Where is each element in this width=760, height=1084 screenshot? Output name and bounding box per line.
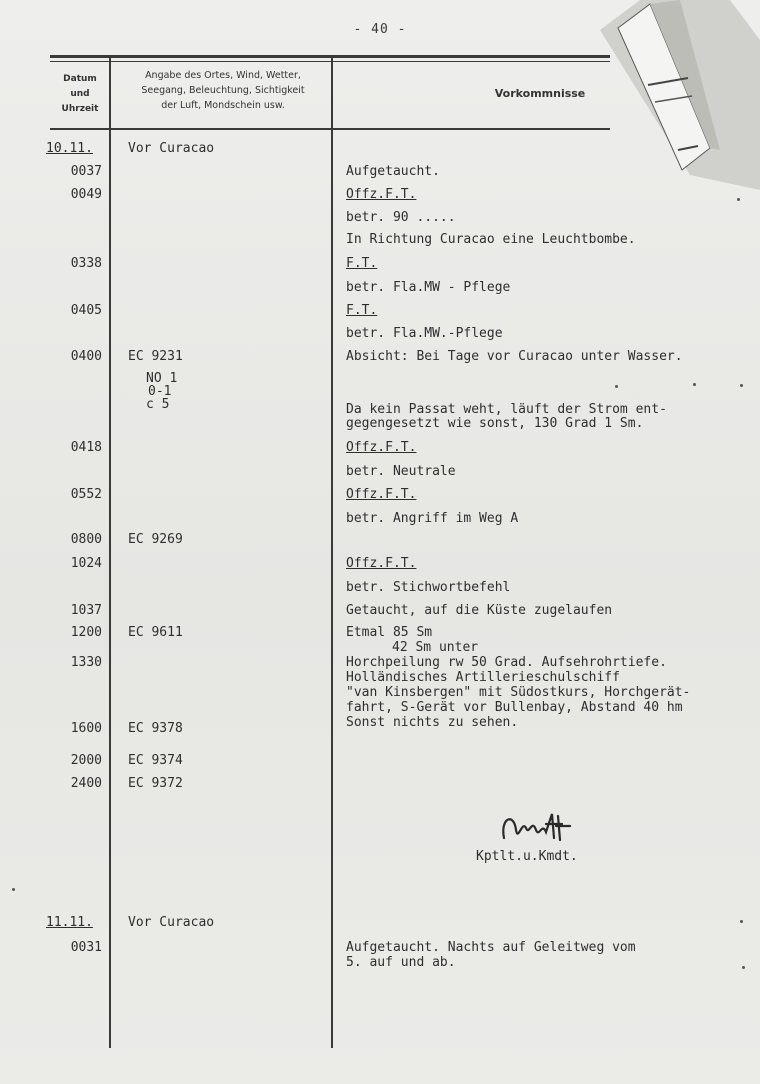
entry-offz-ft-3: Offz.F.T. bbox=[346, 487, 417, 502]
entry-etmal-2: 42 Sm unter bbox=[392, 640, 479, 655]
header-datum: Datum und Uhrzeit bbox=[61, 74, 99, 114]
entry-etmal-1: Etmal 85 Sm bbox=[346, 625, 433, 640]
entry-horch-4: fahrt, S-Gerät vor Bullenbay, Abstand 40 hm bbox=[346, 700, 683, 715]
header-top-rule-thin bbox=[50, 61, 610, 62]
header-top-rule bbox=[50, 55, 610, 58]
place-vor-curacao: Vor Curacao bbox=[128, 141, 215, 156]
entry-angriff: betr. Angriff im Weg A bbox=[346, 511, 519, 526]
entry-horch-3: "van Kinsbergen" mit Südostkurs, Horchgerät- bbox=[346, 685, 691, 700]
scan-speck bbox=[693, 383, 696, 386]
time-0049: 0049 bbox=[70, 187, 102, 202]
time-0405: 0405 bbox=[70, 303, 102, 318]
time-1024: 1024 bbox=[70, 556, 102, 571]
time-1037: 1037 bbox=[70, 603, 102, 618]
time-2000: 2000 bbox=[70, 753, 102, 768]
entry-offz-ft-2: Offz.F.T. bbox=[346, 440, 417, 455]
entry-passat-1: Da kein Passat weht, läuft der Strom ent- bbox=[346, 402, 667, 417]
time-1200: 1200 bbox=[70, 625, 102, 640]
entry-ft-1: F.T. bbox=[346, 256, 378, 271]
weather-wind: NO 1 bbox=[146, 371, 178, 386]
time-0552: 0552 bbox=[70, 487, 102, 502]
time-0800: 0800 bbox=[70, 532, 102, 547]
position-ec-9372: EC 9372 bbox=[128, 776, 183, 791]
entry-ft-2: F.T. bbox=[346, 303, 378, 318]
entry-flamw-1: betr. Fla.MW - Pflege bbox=[346, 280, 511, 295]
column-rule-left bbox=[109, 58, 111, 1048]
scan-speck bbox=[615, 385, 618, 388]
weather-sicht: c 5 bbox=[146, 397, 170, 412]
entry-leuchtbombe: In Richtung Curacao eine Leuchtbombe. bbox=[346, 232, 636, 247]
position-ec-9269: EC 9269 bbox=[128, 532, 183, 547]
entry-passat-2: gegengesetzt wie sonst, 130 Grad 1 Sm. bbox=[346, 416, 644, 431]
position-ec-9378: EC 9378 bbox=[128, 721, 183, 736]
header-bottom-rule bbox=[50, 128, 610, 130]
signature-caption: Kptlt.u.Kmdt. bbox=[476, 849, 578, 864]
place-vor-curacao-2: Vor Curacao bbox=[128, 915, 215, 930]
position-ec-9231: EC 9231 bbox=[128, 349, 183, 364]
entry-neutrale: betr. Neutrale bbox=[346, 464, 456, 479]
entry-horch-5: Sonst nichts zu sehen. bbox=[346, 715, 519, 730]
weather-seegang: 0-1 bbox=[148, 384, 172, 399]
entry-aufgetaucht: Aufgetaucht. bbox=[346, 164, 440, 179]
entry-aufgetaucht-2b: 5. auf und ab. bbox=[346, 955, 456, 970]
date-11-11: 11.11. bbox=[46, 915, 93, 930]
column-rule-right bbox=[331, 58, 333, 1048]
time-0418: 0418 bbox=[70, 440, 102, 455]
scan-speck bbox=[740, 384, 743, 387]
time-0338: 0338 bbox=[70, 256, 102, 271]
position-ec-9374: EC 9374 bbox=[128, 753, 183, 768]
time-2400: 2400 bbox=[70, 776, 102, 791]
header-vorkommnisse: Vorkommnisse bbox=[494, 87, 586, 100]
entry-flamw-2: betr. Fla.MW.-Pflege bbox=[346, 326, 503, 341]
scan-speck bbox=[12, 888, 15, 891]
scan-speck bbox=[742, 966, 745, 969]
date-10-11: 10.11. bbox=[46, 141, 93, 156]
entry-offz-ft-4: Offz.F.T. bbox=[346, 556, 417, 571]
entry-offz-ft-1: Offz.F.T. bbox=[346, 187, 417, 202]
entry-betr-90: betr. 90 ..... bbox=[346, 210, 456, 225]
entry-horch-2: Holländisches Artillerieschulschiff bbox=[346, 670, 620, 685]
entry-aufgetaucht-2a: Aufgetaucht. Nachts auf Geleitweg vom bbox=[346, 940, 636, 955]
entry-absicht: Absicht: Bei Tage vor Curacao unter Wasser. bbox=[346, 349, 683, 364]
entry-stichwort: betr. Stichwortbefehl bbox=[346, 580, 511, 595]
time-0031: 0031 bbox=[70, 940, 102, 955]
commander-signature bbox=[496, 808, 586, 852]
entry-getaucht: Getaucht, auf die Küste zugelaufen bbox=[346, 603, 613, 618]
position-ec-9611: EC 9611 bbox=[128, 625, 183, 640]
scan-speck bbox=[737, 198, 740, 201]
time-0400: 0400 bbox=[70, 349, 102, 364]
time-0037: 0037 bbox=[70, 164, 102, 179]
time-1600: 1600 bbox=[70, 721, 102, 736]
time-1330: 1330 bbox=[70, 655, 102, 670]
page-number: - 40 - bbox=[353, 22, 407, 37]
entry-horch-1: Horchpeilung rw 50 Grad. Aufsehrohrtiefe. bbox=[346, 655, 667, 670]
header-angabe: Angabe des Ortes, Wind, Wetter, Seegang, Beleuchtung, Sichtigkeit der Luft, Mondschein usw. bbox=[141, 70, 305, 111]
scan-speck bbox=[740, 920, 743, 923]
